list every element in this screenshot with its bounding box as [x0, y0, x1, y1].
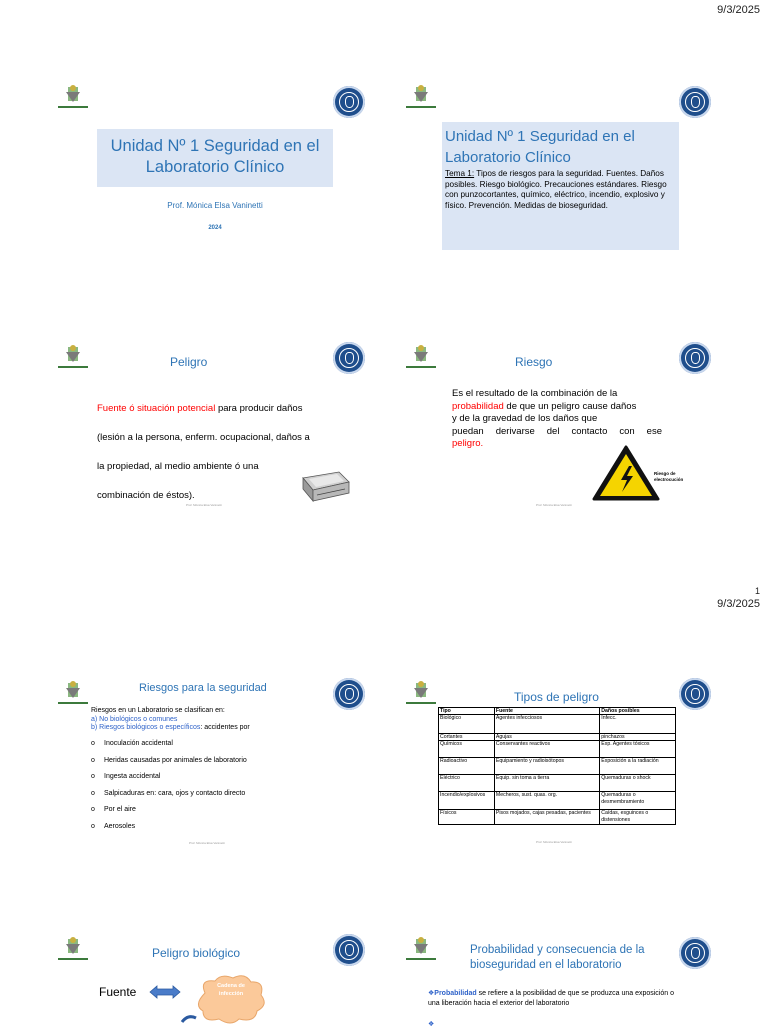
- list-item-text: Heridas causadas por animales de laboratorio: [104, 756, 247, 764]
- table-cell: Exposición a la radiación: [600, 758, 676, 775]
- slide-footer: Prof. Mónica Elsa Vaninetti: [189, 841, 225, 845]
- electrical-hazard-icon: [591, 444, 661, 502]
- bullet-icon: o: [91, 756, 95, 764]
- highlight-text: peligro.: [452, 438, 484, 449]
- table-cell: Eléctrico: [439, 775, 495, 792]
- slide-3: [56, 342, 376, 567]
- category-a: a) No biológicos o comunes: [91, 715, 178, 723]
- bullet-icon: o: [91, 740, 95, 747]
- university-seal-icon: [333, 342, 365, 374]
- list-item: [91, 757, 341, 774]
- next-bullet-icon: ❖: [428, 1021, 435, 1028]
- probability-label: Probabilidad: [434, 990, 477, 997]
- list-item: [91, 740, 341, 757]
- table-cell: Biológico: [439, 715, 495, 734]
- diamond-bullet-icon: ❖: [428, 990, 435, 997]
- slide-footer: Prof. Mónica Elsa Vaninetti: [186, 503, 222, 507]
- category-b: b) Riesgos biológicos o específicos: [91, 724, 201, 731]
- probability-paragraph: [428, 989, 680, 1008]
- slide-5: [56, 678, 376, 903]
- institution-logo-icon: [404, 934, 438, 964]
- table-cell: Conservantes reactivos: [494, 741, 599, 758]
- list-item: [91, 773, 341, 790]
- column-header: Fuente: [494, 708, 599, 715]
- university-seal-icon: [679, 678, 711, 710]
- bullet-icon: o: [91, 822, 95, 830]
- table-row: [439, 792, 676, 810]
- slide-4: [404, 342, 724, 567]
- institution-logo-icon: [56, 678, 90, 708]
- slide-title: Unidad Nº 1 Seguridad en el Laboratorio Clínico: [445, 128, 635, 166]
- table-cell: Quemaduras o shock: [600, 775, 676, 792]
- sign-caption: Riesgo de electrocución: [654, 471, 684, 482]
- year: 2024: [208, 225, 222, 231]
- slide-title: Peligro biológico: [152, 946, 241, 960]
- category-b-rest: : accidentes por: [200, 724, 250, 731]
- page-number: 1: [754, 586, 760, 596]
- institution-logo-icon: [404, 678, 438, 708]
- table-cell: Caídas, esguinces o distensiones: [600, 810, 676, 825]
- page-date: 9/3/2025: [717, 598, 760, 610]
- table-cell: pinchazos: [600, 734, 676, 741]
- double-arrow-icon: [148, 984, 182, 1000]
- list-item: [91, 806, 341, 823]
- list-item: [91, 790, 341, 807]
- column-header: Tipo: [439, 708, 495, 715]
- text-line: puedan derivarse del contacto con ese: [452, 425, 662, 437]
- list-item-text: Ingesta accidental: [104, 773, 161, 780]
- source-label: Fuente: [99, 985, 137, 999]
- table-row: [439, 775, 676, 792]
- definition-text: [452, 388, 662, 451]
- university-seal-icon: [679, 86, 711, 118]
- bullet-icon: o: [91, 773, 95, 780]
- table-cell: Exp. Agentes tóxicos: [600, 741, 676, 758]
- university-seal-icon: [679, 937, 711, 969]
- slide-title: Tipos de peligro: [514, 690, 599, 704]
- slide-title: Probabilidad y consecuencia de la bioseguridad en el laboratorio: [470, 944, 645, 971]
- text-line: combinación de éstos).: [97, 490, 195, 501]
- list-item-text: Aerosoles: [104, 822, 136, 830]
- table-row: [439, 715, 676, 734]
- risk-list: [91, 740, 341, 839]
- slide-6: [404, 678, 724, 903]
- institution-logo-icon: [56, 342, 90, 372]
- table-cell: Físicos: [439, 810, 495, 825]
- university-seal-icon: [333, 678, 365, 710]
- topic-paragraph: [442, 168, 679, 212]
- table-cell: Quemaduras o desmembramiento: [600, 792, 676, 810]
- table-cell: Cortantes: [439, 734, 495, 741]
- table-row: [439, 741, 676, 758]
- table-cell: Pisos mojados, cajas pesadas, pacientes: [494, 810, 599, 825]
- table-cell: Químicos: [439, 741, 495, 758]
- page-date: 9/3/2025: [717, 4, 760, 16]
- slide-1: [56, 82, 376, 307]
- intro-line: Riesgos en un Laboratorio se clasifican en:: [91, 707, 225, 714]
- table-cell: Equipamiento y radioisótopos: [494, 758, 599, 775]
- bullet-icon: o: [91, 806, 95, 813]
- slide-title: Unidad Nº 1 Seguridad en el Laboratorio Clínico: [110, 137, 320, 176]
- text-line: Es el resultado de la combinación de la: [452, 388, 618, 399]
- text-line: (lesión a la persona, enferm. ocupacional, daños a: [97, 432, 310, 443]
- probability-text: se refiere a la posibilidad de que se produzca una exposición o una liberación hacia el exterior del laboratorio: [428, 990, 674, 1007]
- university-seal-icon: [333, 934, 365, 966]
- text-line: y de la gravedad de los daños que: [452, 413, 598, 424]
- list-item-text: Salpicaduras en: cara, ojos y contacto directo: [104, 789, 246, 797]
- table-row: [439, 734, 676, 741]
- table-cell: Agentes infecciosos: [494, 715, 599, 734]
- title-box: [97, 129, 333, 187]
- slide-title: Riesgos para la seguridad: [139, 682, 267, 694]
- table-row: [439, 810, 676, 825]
- lab-equipment-image: [299, 468, 351, 504]
- slide-7: [56, 934, 376, 1024]
- column-header: Daños posibles: [600, 708, 676, 715]
- table-row: [439, 758, 676, 775]
- list-item: [91, 823, 341, 840]
- slide-8: [404, 934, 724, 1028]
- institution-logo-icon: [404, 342, 438, 372]
- cloud-label: Cadena de infección: [217, 983, 245, 997]
- highlight-text: Fuente ó situación potencial: [97, 403, 216, 414]
- slide-2: [404, 82, 724, 307]
- university-seal-icon: [333, 86, 365, 118]
- table-cell: Agujas: [494, 734, 599, 741]
- slide-footer: Prof. Mónica Elsa Vaninetti: [536, 840, 572, 844]
- topic-label: Tema 1:: [445, 169, 475, 178]
- university-seal-icon: [679, 342, 711, 374]
- institution-logo-icon: [56, 82, 90, 112]
- slide-title: Peligro: [170, 355, 208, 369]
- institution-logo-icon: [56, 934, 90, 964]
- table-cell: Radioactivo: [439, 758, 495, 775]
- text-line: la propiedad, al medio ambiente ó una: [97, 461, 259, 472]
- title-box: [442, 122, 679, 250]
- table-cell: Infecc.: [600, 715, 676, 734]
- table-cell: Incendio/explosivos: [439, 792, 495, 810]
- institution-logo-icon: [404, 82, 438, 112]
- author: Prof. Mónica Elsa Vaninetti: [167, 201, 263, 210]
- hazard-table: [438, 707, 676, 825]
- slide-title: Riesgo: [515, 355, 553, 369]
- topic-text: Tipos de riesgos para la seguridad. Fuentes. Daños posibles. Riesgo biológico. Precauciones estándares. Riesgo con punzocortantes, químico, eléctrico, incendio, explosivo y físico. Prevención. Medidas de bioseguridad.: [445, 169, 667, 210]
- slide-footer: Prof. Mónica Elsa Vaninetti: [536, 503, 572, 507]
- highlight-text: probabilidad: [452, 400, 504, 412]
- list-item-text: Inoculación accidental: [104, 740, 173, 747]
- bullet-icon: o: [91, 789, 95, 797]
- table-cell: Mecheros, sust. quas. org.: [494, 792, 599, 810]
- text-line: de que un peligro cause daños: [503, 400, 637, 412]
- list-item-text: Por el aire: [104, 806, 136, 813]
- infection-chain-cloud-icon: [193, 973, 269, 1024]
- table-cell: Equip. sin toma a tierra: [494, 775, 599, 792]
- table-header-row: [439, 708, 676, 715]
- text-line: para producir daños: [215, 403, 303, 414]
- intro-text: [91, 707, 341, 733]
